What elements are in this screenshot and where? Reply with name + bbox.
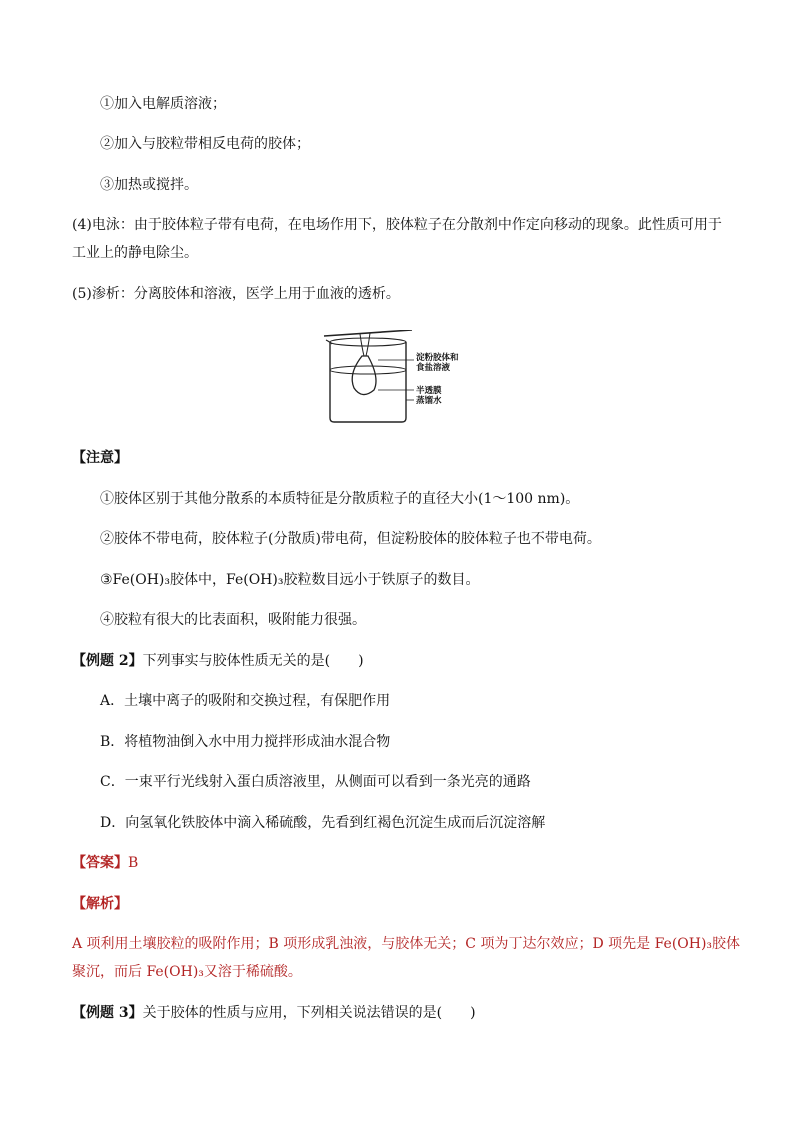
electrophoresis-line-2: 工业上的静电除尘。 — [72, 245, 198, 261]
glass-rod — [324, 330, 412, 336]
option-b: B．将植物油倒入水中用力搅拌形成油水混合物 — [100, 734, 391, 750]
label-membrane: 半透膜 — [416, 386, 442, 396]
example-2-stem: 下列事实与胶体性质无关的是( ) — [142, 653, 364, 669]
note-heading: 【注意】 — [72, 450, 128, 466]
analysis-line-1: A 项利用土壤胶粒的吸附作用；B 项形成乳浊液，与胶体无关；C 项为丁达尔效应；D 项先是 Fe(OH)₃胶体 — [72, 936, 741, 952]
example-3-tag: 【例题 3】 — [72, 1005, 143, 1021]
answer-value: B — [128, 855, 139, 871]
example-2-tag: 【例题 2】 — [72, 653, 143, 669]
example-3-stem: 关于胶体的性质与应用，下列相关说法错误的是( ) — [142, 1005, 476, 1021]
example-3-question — [72, 1003, 476, 1023]
dialysis-figure — [322, 330, 482, 425]
beaker-diagram — [322, 330, 482, 425]
answer-line — [72, 853, 138, 873]
electrophoresis-line-1: (4)电泳：由于胶体粒子带有电荷，在电场作用下，胶体粒子在分散剂中作定向移动的现象。此性质可用于 — [72, 217, 722, 233]
condition-3: ③加热或搅拌。 — [100, 177, 198, 193]
membrane-bag — [352, 356, 376, 395]
note-1: ①胶体区别于其他分散系的本质特征是分散质粒子的直径大小(1～100 nm)。 — [100, 491, 580, 507]
label-salt-solution: 食盐溶液 — [416, 363, 451, 373]
condition-1: ①加入电解质溶液； — [100, 96, 226, 112]
dialysis-line: (5)渗析：分离胶体和溶液，医学上用于血液的透析。 — [72, 286, 400, 302]
note-4: ④胶粒有很大的比表面积，吸附能力很强。 — [100, 612, 366, 628]
label-colloid-solution: 淀粉胶体和 — [416, 353, 459, 363]
answer-tag: 【答案】 — [72, 855, 128, 871]
option-d: D．向氢氧化铁胶体中滴入稀硫酸，先看到红褐色沉淀生成而后沉淀溶解 — [100, 815, 546, 831]
analysis-heading: 【解析】 — [72, 896, 128, 912]
note-2: ②胶体不带电荷，胶体粒子(分散质)带电荷，但淀粉胶体的胶体粒子也不带电荷。 — [100, 531, 601, 547]
label-distilled-water: 蒸馏水 — [416, 396, 442, 406]
beaker-outline — [330, 342, 406, 422]
option-c: C．一束平行光线射入蛋白质溶液里，从侧面可以看到一条光亮的通路 — [100, 774, 531, 790]
analysis-line-2: 聚沉，而后 Fe(OH)₃又溶于稀硫酸。 — [72, 964, 302, 980]
condition-2: ②加入与胶粒带相反电荷的胶体； — [100, 136, 310, 152]
option-a: A．土壤中离子的吸附和交换过程，有保肥作用 — [100, 693, 391, 709]
example-2-question — [72, 651, 364, 671]
note-3: ③Fe(OH)₃胶体中，Fe(OH)₃胶粒数目远小于铁原子的数目。 — [100, 572, 480, 588]
